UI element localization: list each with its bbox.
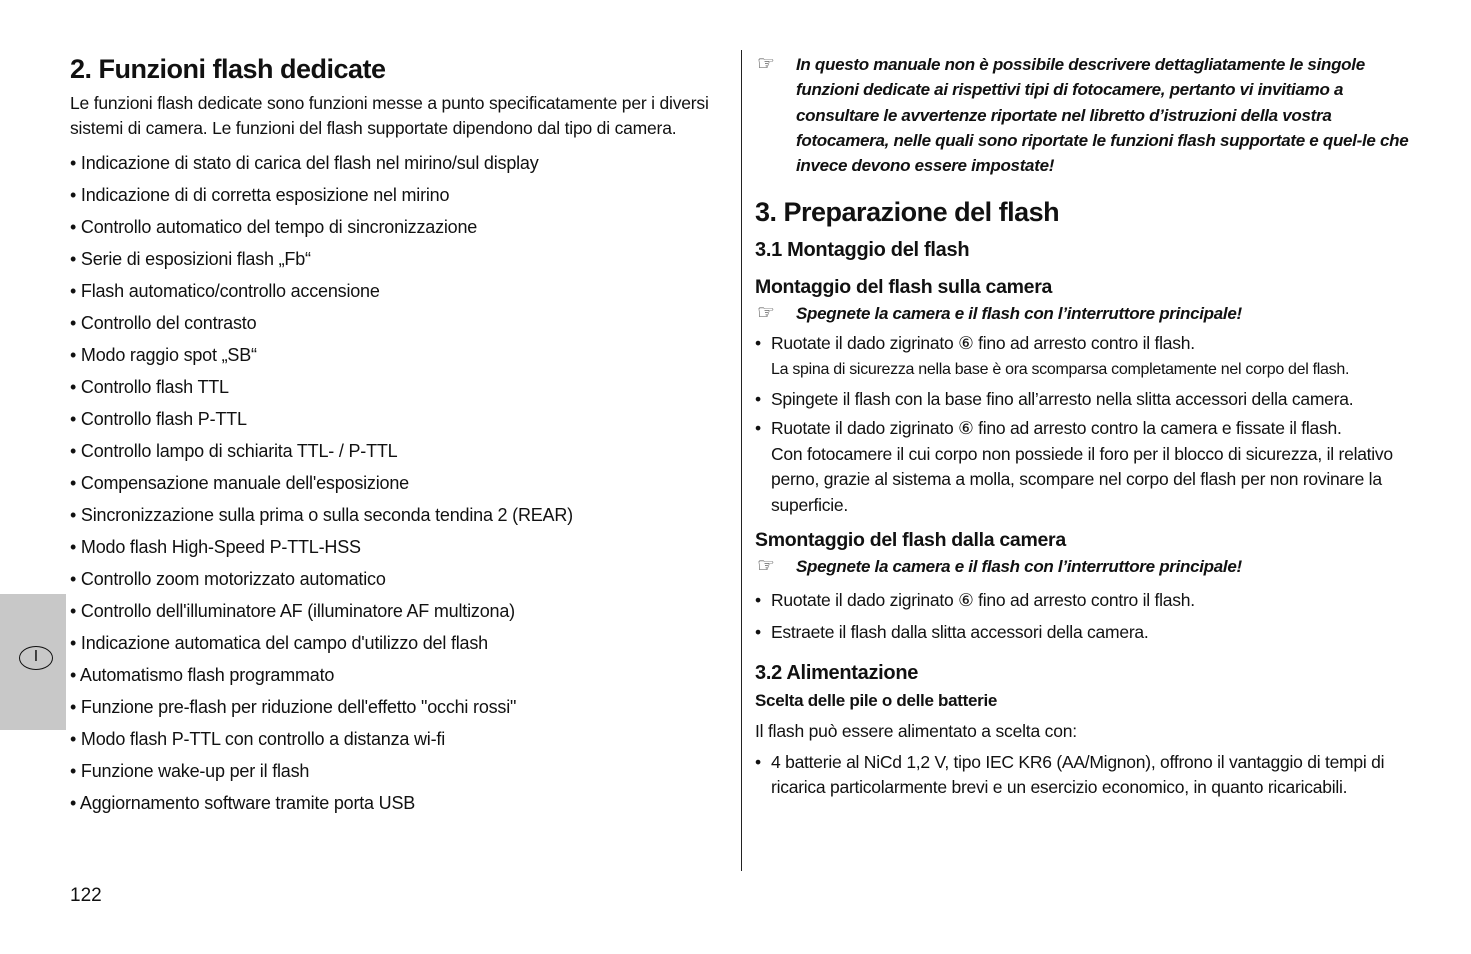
page-number: 122 <box>70 885 102 906</box>
step-text: Ruotate il dado zigrinato ⑥ fino ad arresto contro la camera e fissate il flash. <box>771 418 1342 439</box>
list-item: • Indicazione di stato di carica del flash nel mirino/sul display <box>70 147 725 179</box>
note-text: Spegnete la camera e il flash con l’interruttore principale! <box>796 304 1242 324</box>
power-intro: Il flash può essere alimentato a scelta con: <box>755 720 1077 741</box>
list-item: • Estraete il flash dalla slitta accessori della camera. <box>755 622 1149 643</box>
step-text: 4 batterie al NiCd 1,2 V, tipo IEC KR6 (AA/Mignon), offrono il vantaggio di tempi di ricarica particolarmente brevi e un esercizio economico, in quanto ricaricabili. <box>771 751 1385 798</box>
section-title-dedicated-functions: 2. Funzioni flash dedicate <box>70 54 386 84</box>
subsection-title-power: 3.2 Alimentazione <box>755 661 919 684</box>
subsection-title-mounting: 3.1 Montaggio del flash <box>755 239 970 262</box>
list-item: • Ruotate il dado zigrinato ⑥ fino ad arresto contro il flash. La spina di sicurezza nella base è ora scomparsa completamente nel corpo del flash. <box>755 332 1350 379</box>
list-item: • Controllo zoom motorizzato automatico <box>70 563 725 595</box>
section-title-preparation: 3. Preparazione del flash <box>755 197 1060 228</box>
list-item: • Controllo dell'illuminatore AF (illuminatore AF multizona) <box>70 595 725 627</box>
column-divider <box>741 50 742 871</box>
list-item: • Modo flash High-Speed P-TTL-HSS <box>70 531 725 563</box>
step-text: Ruotate il dado zigrinato ⑥ fino ad arresto contro il flash. <box>771 332 1195 353</box>
step-text: Estraete il flash dalla slitta accessori della camera. <box>771 622 1149 643</box>
list-item: • Sincronizzazione sulla prima o sulla seconda tendina 2 (REAR) <box>70 499 725 531</box>
list-item: • Modo flash P-TTL con controllo a distanza wi-fi <box>70 723 725 755</box>
list-item: • Indicazione automatica del campo d'utilizzo del flash <box>70 627 725 659</box>
list-item: • 4 batterie al NiCd 1,2 V, tipo IEC KR6 (AA/Mignon), offrono il vantaggio di tempi di ricarica particolarmente brevi e un esercizio economico, in quanto ricaricabili. <box>755 751 1385 798</box>
intro-paragraph: Le funzioni flash dedicate sono funzioni messe a punto specificatamente per i diversi sistemi di camera. Le funzioni del flash supportate dipendono dal tipo di camera. <box>70 93 709 138</box>
pointing-hand-icon: ☞ <box>757 302 775 325</box>
list-item: • Flash automatico/controllo accensione <box>70 275 725 307</box>
heading-mount-on-camera: Montaggio del flash sulla camera <box>755 276 1053 299</box>
step-text: Ruotate il dado zigrinato ⑥ fino ad arresto contro il flash. <box>771 589 1195 610</box>
mount-warning-note <box>755 301 1415 326</box>
step-detail: La spina di sicurezza nella base è ora scomparsa completamente nel corpo del flash. <box>771 361 1350 379</box>
pointing-hand-icon: ☞ <box>757 53 775 75</box>
left-column <box>70 52 725 819</box>
list-item: • Serie di esposizioni flash „Fb“ <box>70 243 725 275</box>
list-item: • Controllo flash TTL <box>70 371 725 403</box>
right-column <box>755 52 1415 801</box>
list-item: • Controllo lampo di schiarita TTL- / P-TTL <box>70 435 725 467</box>
function-list <box>70 147 725 819</box>
note-text: In questo manuale non è possibile descrivere dettagliatamente le singole funzioni dedicate ai rispettivi tipi di fotocamere, pertanto vi invitiamo a consultare le avvertenze riportate nel libretto d’istruzioni della vostra fotocamera, nelle quali sono riportate le funzioni flash supportate e quel-le che invece devono essere impostate! <box>796 55 1409 176</box>
list-item: • Funzione wake-up per il flash <box>70 755 725 787</box>
pointing-hand-icon: ☞ <box>757 555 775 578</box>
list-item: • Aggiornamento software tramite porta USB <box>70 787 725 819</box>
list-item: • Funzione pre-flash per riduzione dell'effetto "occhi rossi" <box>70 691 725 723</box>
heading-unmount-from-camera: Smontaggio del flash dalla camera <box>755 529 1066 552</box>
note-text: Spegnete la camera e il flash con l’interruttore principale! <box>796 557 1242 577</box>
list-item: • Controllo del contrasto <box>70 307 725 339</box>
list-item: • Indicazione di di corretta esposizione nel mirino <box>70 179 725 211</box>
language-indicator: I <box>19 646 53 670</box>
list-item: • Ruotate il dado zigrinato ⑥ fino ad arresto contro la camera e fissate il flash. Con fotocamere il cui corpo non possiede il foro per il blocco di sicurezza, il relativo perno, grazie al sistema a molla, scompare nel corpo del flash per non rovinare la superficie. <box>755 418 1393 515</box>
list-item: • Compensazione manuale dell'esposizione <box>70 467 725 499</box>
list-item: • Ruotate il dado zigrinato ⑥ fino ad arresto contro il flash. <box>755 589 1195 610</box>
manual-note <box>755 52 1415 178</box>
unmount-warning-note <box>755 554 1415 579</box>
list-item: • Spingete il flash con la base fino all’arresto nella slitta accessori della camera. <box>755 388 1354 409</box>
heading-battery-choice: Scelta delle pile o delle batterie <box>755 690 998 710</box>
list-item: • Automatismo flash programmato <box>70 659 725 691</box>
step-detail: Con fotocamere il cui corpo non possiede il foro per il blocco di sicurezza, il relativo perno, grazie al sistema a molla, scompare nel corpo del flash per non rovinare la superficie. <box>771 443 1393 515</box>
list-item: • Modo raggio spot „SB“ <box>70 339 725 371</box>
step-text: Spingete il flash con la base fino all’arresto nella slitta accessori della camera. <box>771 388 1354 409</box>
list-item: • Controllo flash P-TTL <box>70 403 725 435</box>
list-item: • Controllo automatico del tempo di sincronizzazione <box>70 211 725 243</box>
